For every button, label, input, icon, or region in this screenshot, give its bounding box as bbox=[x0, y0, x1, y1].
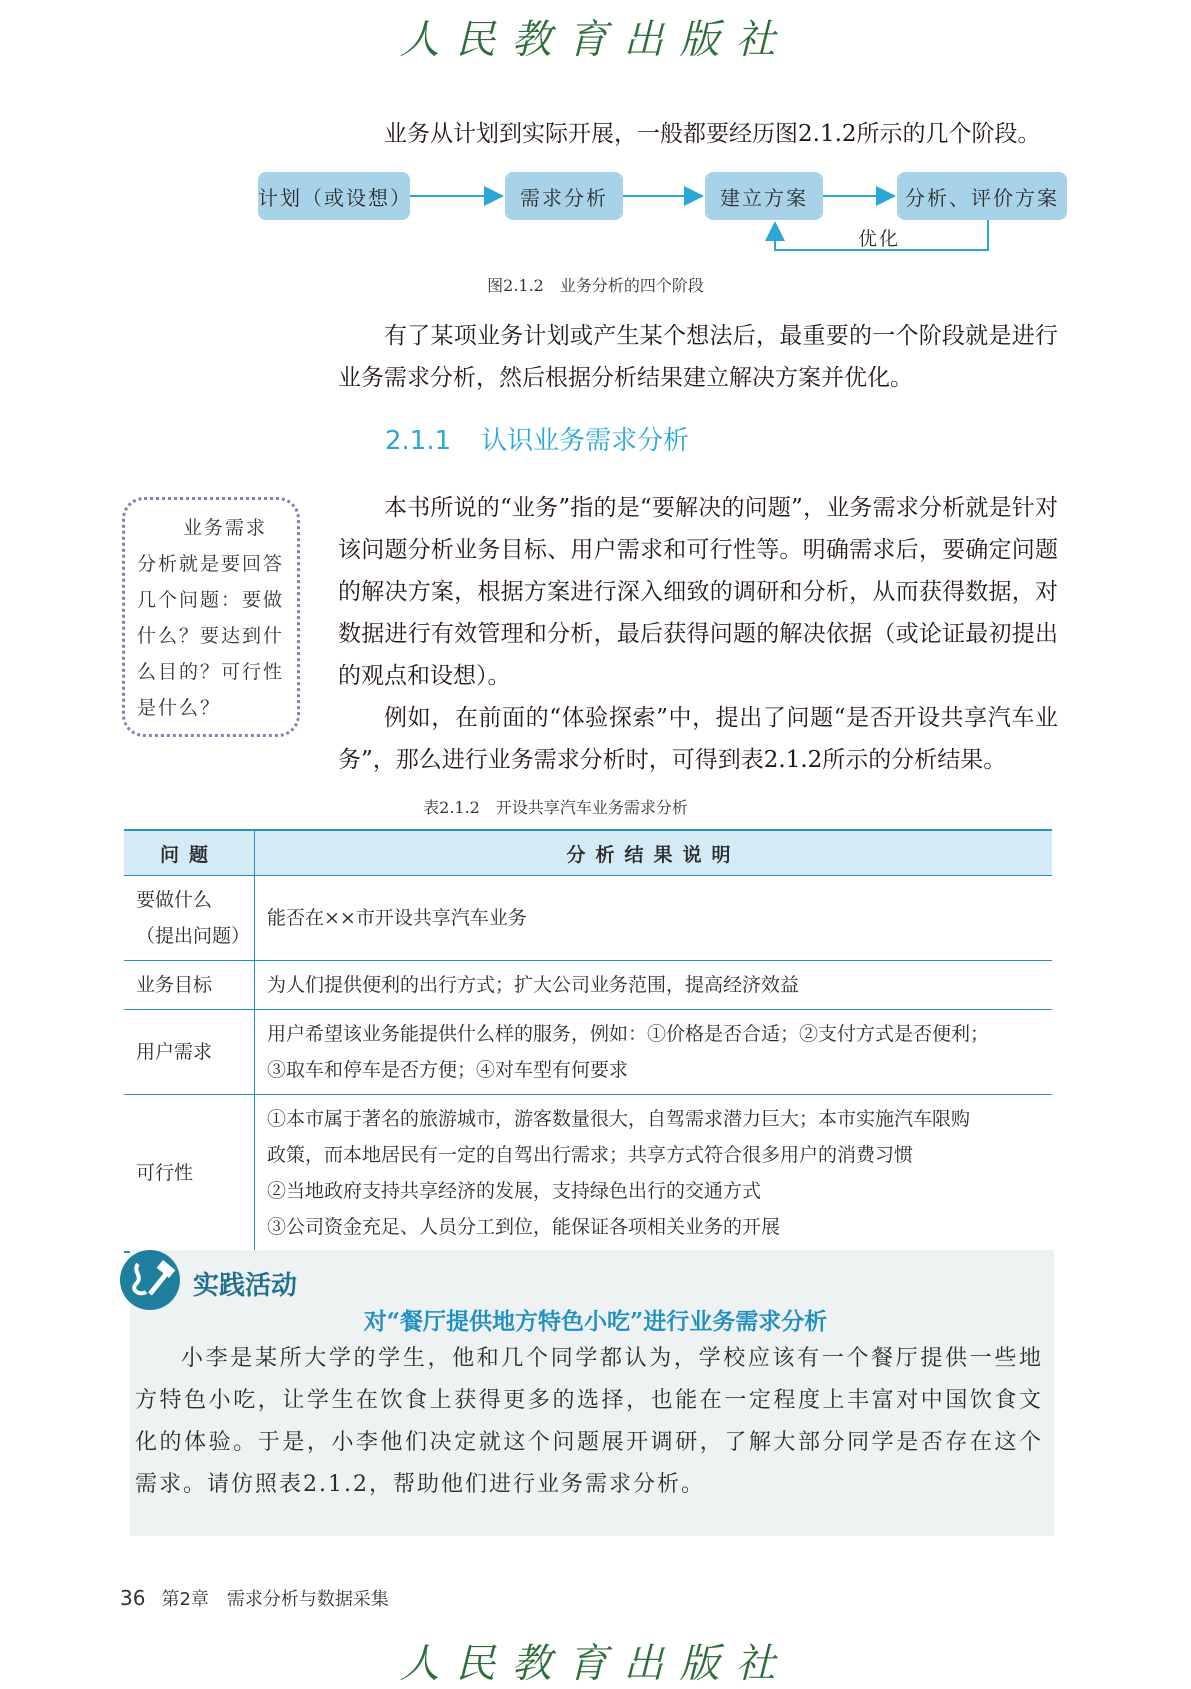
practice-subtitle: 对“餐厅提供地方特色小吃”进行业务需求分析 bbox=[363, 1308, 828, 1335]
table-row-content bbox=[255, 1095, 1053, 1253]
row-content-line: ②当地政府支持共享经济的发展，支持绿色出行的交通方式 bbox=[267, 1180, 762, 1202]
page-number: 36 bbox=[120, 1586, 146, 1610]
chapter-title: 需求分析与数据采集 bbox=[226, 1589, 389, 1610]
table-header-row bbox=[124, 830, 1052, 876]
row-content-line: 政策，而本地居民有一定的自驾出行需求；共享方式符合很多用户的消费习惯 bbox=[267, 1144, 914, 1166]
table-row-label: 用户需求 bbox=[124, 1010, 255, 1095]
header-logo: 人民教育出版社 bbox=[399, 17, 792, 63]
row-content-line: ③取车和停车是否方便；④对车型有何要求 bbox=[267, 1059, 629, 1081]
table-row bbox=[124, 1095, 1052, 1253]
table-row bbox=[124, 961, 1052, 1010]
row-content-line: 能否在××市开设共享汽车业务 bbox=[267, 907, 527, 929]
table-row-label: 可行性 bbox=[124, 1095, 255, 1253]
flow-loop-label: 优化 bbox=[858, 228, 901, 250]
table-row-label bbox=[124, 876, 255, 961]
table-row bbox=[124, 1010, 1052, 1095]
practice-text: 小李是某所大学的学生，他和几个同学都认为，学校应该有一个餐厅提供一些地方特色小吃，让学生在饮食上获得更多的选择，也能在一定程度上丰富对中国饮食文化的体验。于是，小李他们决定就这个问题展开调研，了解大部分同学是否存在这个需求。请仿照表2.1.2，帮助他们进行业务需求分析。 bbox=[135, 1346, 1043, 1497]
row-label-line: 要做什么 bbox=[136, 889, 213, 911]
section-heading bbox=[385, 420, 689, 457]
row-content-line: ①本市属于著名的旅游城市，游客数量很大，自驾需求潜力巨大；本市实施汽车限购 bbox=[267, 1108, 971, 1130]
table-row-content bbox=[255, 1010, 1053, 1095]
table-row-label: 业务目标 bbox=[124, 961, 255, 1010]
practice-icon bbox=[120, 1250, 180, 1310]
flow-box-plan: 计划（或设想） bbox=[258, 172, 410, 220]
intro-text: 业务从计划到实际开展，一般都要经历图2.1.2所示的几个阶段。 bbox=[384, 121, 1041, 147]
row-content-line: 为人们提供便利的出行方式；扩大公司业务范围，提高经济效益 bbox=[267, 974, 800, 996]
flow-box-evaluate: 分析、评价方案 bbox=[897, 172, 1067, 220]
table-header-analysis: 分析结果说明 bbox=[255, 830, 1053, 876]
table-row-content bbox=[255, 876, 1053, 961]
row-label-line: （提出问题） bbox=[136, 925, 251, 947]
section-number: 2.1.1 bbox=[385, 426, 452, 456]
footer-logo: 人民教育出版社 bbox=[399, 1641, 792, 1687]
chapter-label: 第2章 bbox=[161, 1589, 209, 1610]
requirements-table bbox=[124, 829, 1052, 1253]
tools-icon bbox=[120, 1250, 180, 1310]
page-footer bbox=[120, 1585, 389, 1611]
paragraph-2: 本书所说的“业务”指的是“要解决的问题”，业务需求分析就是针对该问题分析业务目标、用户需求和可行性等。明确需求后，要确定问题的解决方案，根据方案进行深入细致的调研和分析，从而获得数据，对数据进行有效管理和分析，最后获得问题的解决依据（或论证最初提出的观点和设想）。 bbox=[338, 495, 1058, 689]
table-row-content bbox=[255, 961, 1053, 1010]
table-header-question: 问题 bbox=[124, 830, 255, 876]
row-content-line: 用户希望该业务能提供什么样的服务，例如：①价格是否合适；②支付方式是否便利； bbox=[267, 1023, 990, 1045]
table-row bbox=[124, 876, 1052, 961]
flow-box-requirement: 需求分析 bbox=[505, 172, 623, 220]
practice-title: 实践活动 bbox=[193, 1271, 298, 1301]
figure-caption: 图2.1.2 业务分析的四个阶段 bbox=[487, 276, 704, 295]
flow-box-build: 建立方案 bbox=[705, 172, 823, 220]
section-title: 认识业务需求分析 bbox=[481, 426, 690, 456]
side-note: 业务需求分析就是要回答几个问题：要做什么？要达到什么目的？可行性是什么？ bbox=[122, 497, 300, 737]
paragraph-3: 例如，在前面的“体验探索”中，提出了问题“是否开设共享汽车业务”，那么进行业务需求分析时，可得到表2.1.2所示的分析结果。 bbox=[338, 705, 1058, 773]
row-content-line: ③公司资金充足、人员分工到位，能保证各项相关业务的开展 bbox=[267, 1216, 781, 1238]
table-caption: 表2.1.2 开设共享汽车业务需求分析 bbox=[423, 798, 688, 817]
flow-arrows bbox=[0, 0, 1191, 260]
paragraph-1: 有了某项业务计划或产生某个想法后，最重要的一个阶段就是进行业务需求分析，然后根据分析结果建立解决方案并优化。 bbox=[338, 323, 1058, 391]
